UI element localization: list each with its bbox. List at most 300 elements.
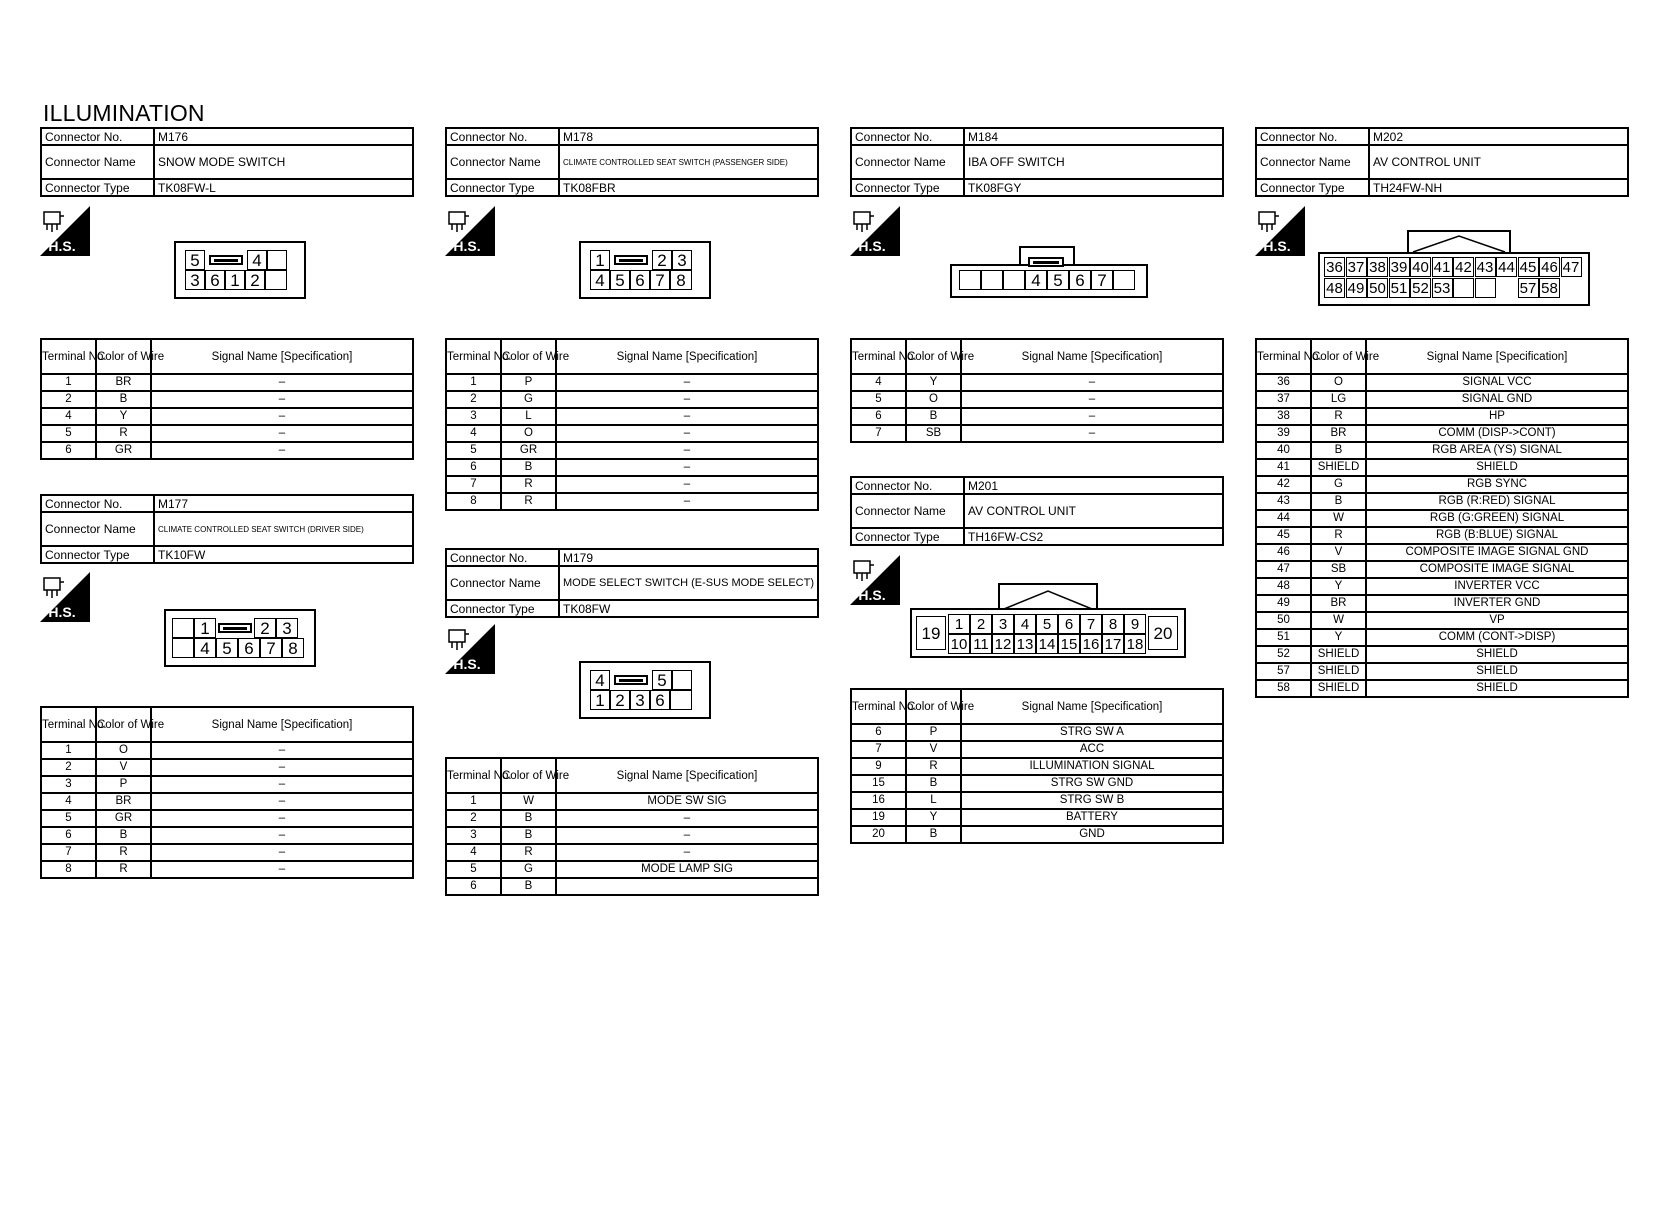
pin: 37 <box>1346 257 1367 277</box>
color-cell: Y <box>1311 629 1366 646</box>
color-cell: B <box>1311 493 1366 510</box>
table-row <box>851 826 1223 843</box>
pin: 8 <box>670 270 692 290</box>
color-cell: P <box>906 724 961 741</box>
table-row <box>446 374 818 391</box>
terminal-cell: 5 <box>41 810 96 827</box>
color-header: Color of Wire <box>501 339 556 374</box>
table-row <box>851 374 1223 391</box>
signal-cell: – <box>961 391 1223 408</box>
terminal-cell: 46 <box>1256 544 1311 561</box>
color-cell: O <box>906 391 961 408</box>
table-row <box>1256 374 1628 391</box>
table-row <box>851 724 1223 741</box>
terminal-cell: 5 <box>446 442 501 459</box>
signal-cell: – <box>151 776 413 793</box>
pin-empty <box>670 690 692 710</box>
terminal-table-m177 <box>40 706 414 879</box>
color-cell: R <box>96 425 151 442</box>
hs-text: H.S. <box>858 238 886 254</box>
pin: 6 <box>205 270 225 290</box>
connector-m178-header <box>445 127 819 197</box>
signal-cell: – <box>151 425 413 442</box>
signal-cell: – <box>151 742 413 759</box>
pin: 4 <box>1014 614 1036 634</box>
signal-cell: RGB AREA (YS) SIGNAL <box>1366 442 1628 459</box>
color-cell: V <box>1311 544 1366 561</box>
color-cell: SHIELD <box>1311 646 1366 663</box>
pin: 2 <box>970 614 992 634</box>
terminal-cell: 7 <box>446 476 501 493</box>
color-cell: L <box>501 408 556 425</box>
pin: 4 <box>247 250 267 270</box>
harness-side-icon <box>850 555 900 605</box>
table-row <box>41 793 413 810</box>
terminal-cell: 20 <box>851 826 906 843</box>
pin: 36 <box>1324 257 1345 277</box>
lock-tab <box>614 255 648 265</box>
table-row <box>1256 680 1628 697</box>
pin: 16 <box>1080 634 1102 654</box>
connector-name-label: Connector Name <box>446 566 559 600</box>
table-row <box>1256 527 1628 544</box>
connector-no-value: M177 <box>154 495 413 512</box>
table-row <box>851 792 1223 809</box>
pin: 2 <box>652 250 672 270</box>
signal-cell: – <box>961 425 1223 442</box>
hs-text: H.S. <box>453 238 481 254</box>
signal-cell: BATTERY <box>961 809 1223 826</box>
terminal-cell: 45 <box>1256 527 1311 544</box>
harness-side-icon <box>445 206 495 256</box>
signal-cell: COMPOSITE IMAGE SIGNAL <box>1366 561 1628 578</box>
color-cell: L <box>906 792 961 809</box>
signal-cell: – <box>151 374 413 391</box>
signal-header: Signal Name [Specification] <box>151 707 413 742</box>
color-cell: SB <box>1311 561 1366 578</box>
terminal-cell: 7 <box>851 425 906 442</box>
connector-name-value: CLIMATE CONTROLLED SEAT SWITCH (PASSENGER SIDE) <box>559 145 818 179</box>
connector-type-value: TK08FW-L <box>154 179 413 196</box>
pin: 39 <box>1389 257 1410 277</box>
pin: 52 <box>1410 278 1431 298</box>
color-cell: R <box>501 493 556 510</box>
pin: 43 <box>1475 257 1496 277</box>
pin: 38 <box>1367 257 1388 277</box>
connector-m202-face <box>1318 252 1590 306</box>
connector-type-value: TK08FBR <box>559 179 818 196</box>
terminal-cell: 57 <box>1256 663 1311 680</box>
signal-cell: – <box>556 827 818 844</box>
color-cell: B <box>501 810 556 827</box>
connector-m201-header <box>850 476 1224 546</box>
terminal-cell: 44 <box>1256 510 1311 527</box>
table-row <box>41 391 413 408</box>
signal-header: Signal Name [Specification] <box>151 339 413 374</box>
color-cell: LG <box>1311 391 1366 408</box>
pin: 40 <box>1410 257 1431 277</box>
signal-cell: – <box>556 408 818 425</box>
table-row <box>446 793 818 810</box>
signal-cell: SIGNAL GND <box>1366 391 1628 408</box>
table-row <box>1256 442 1628 459</box>
connector-m202-header <box>1255 127 1629 197</box>
terminal-cell: 8 <box>41 861 96 878</box>
table-row <box>41 759 413 776</box>
table-row <box>1256 612 1628 629</box>
table-row <box>1256 544 1628 561</box>
pin: 2 <box>254 618 276 638</box>
table-row <box>851 408 1223 425</box>
color-cell: SHIELD <box>1311 459 1366 476</box>
signal-cell: STRG SW A <box>961 724 1223 741</box>
pin: 14 <box>1036 634 1058 654</box>
signal-cell: COMPOSITE IMAGE SIGNAL GND <box>1366 544 1628 561</box>
color-cell: R <box>96 844 151 861</box>
color-cell: O <box>96 742 151 759</box>
connector-name-value: SNOW MODE SWITCH <box>154 145 413 179</box>
signal-cell: RGB (G:GREEN) SIGNAL <box>1366 510 1628 527</box>
color-cell: W <box>1311 510 1366 527</box>
color-header: Color of Wire <box>906 339 961 374</box>
hs-text: H.S. <box>453 656 481 672</box>
table-row <box>446 425 818 442</box>
hs-text: H.S. <box>1263 238 1291 254</box>
signal-header: Signal Name [Specification] <box>961 689 1223 724</box>
color-header: Color of Wire <box>96 339 151 374</box>
pin: 3 <box>672 250 692 270</box>
connector-no-value: M184 <box>964 128 1223 145</box>
page-title: ILLUMINATION <box>43 100 205 126</box>
table-row <box>446 459 818 476</box>
pin: 4 <box>194 638 216 658</box>
terminal-cell: 47 <box>1256 561 1311 578</box>
signal-cell: – <box>556 459 818 476</box>
color-cell: O <box>1311 374 1366 391</box>
connector-name-label: Connector Name <box>41 145 154 179</box>
hs-text: H.S. <box>858 587 886 603</box>
signal-cell: SIGNAL VCC <box>1366 374 1628 391</box>
pin: 58 <box>1539 278 1560 298</box>
harness-side-icon <box>445 624 495 674</box>
pin: 50 <box>1367 278 1388 298</box>
pin: 46 <box>1539 257 1560 277</box>
connector-name-value: IBA OFF SWITCH <box>964 145 1223 179</box>
connector-type-label: Connector Type <box>446 179 559 196</box>
connector-m201-face <box>910 608 1186 658</box>
connector-type-value: TH24FW-NH <box>1369 179 1628 196</box>
connector-m184-header <box>850 127 1224 197</box>
connector-type-value: TH16FW-CS2 <box>964 528 1223 545</box>
terminal-no-header: Terminal No. <box>41 339 96 374</box>
table-row <box>1256 629 1628 646</box>
color-cell: W <box>501 793 556 810</box>
terminal-table-m176 <box>40 338 414 460</box>
connector-name-value: CLIMATE CONTROLLED SEAT SWITCH (DRIVER SIDE) <box>154 512 413 546</box>
color-cell: O <box>501 425 556 442</box>
pin: 51 <box>1389 278 1410 298</box>
color-header: Color of Wire <box>1311 339 1366 374</box>
pin: 5 <box>652 670 672 690</box>
connector-no-label: Connector No. <box>851 128 964 145</box>
terminal-cell: 48 <box>1256 578 1311 595</box>
signal-cell: – <box>556 810 818 827</box>
connector-name-label: Connector Name <box>1256 145 1369 179</box>
connector-name-label: Connector Name <box>446 145 559 179</box>
signal-header: Signal Name [Specification] <box>961 339 1223 374</box>
pin: 5 <box>1036 614 1058 634</box>
pin: 41 <box>1432 257 1453 277</box>
pin: 5 <box>1047 270 1069 290</box>
color-cell: P <box>96 776 151 793</box>
pin: 4 <box>1025 270 1047 290</box>
terminal-cell: 16 <box>851 792 906 809</box>
connector-m184-face <box>950 264 1148 298</box>
signal-cell: SHIELD <box>1366 646 1628 663</box>
connector-type-value: TK10FW <box>154 546 413 563</box>
signal-cell: STRG SW B <box>961 792 1223 809</box>
pin: 3 <box>992 614 1014 634</box>
terminal-cell: 39 <box>1256 425 1311 442</box>
pin-empty <box>172 638 194 658</box>
terminal-table-m178 <box>445 338 819 511</box>
color-cell: V <box>906 741 961 758</box>
terminal-cell: 3 <box>446 827 501 844</box>
connector-no-value: M176 <box>154 128 413 145</box>
color-cell: BR <box>1311 425 1366 442</box>
signal-cell: – <box>556 391 818 408</box>
terminal-cell: 1 <box>41 742 96 759</box>
pin: 4 <box>590 670 610 690</box>
color-cell: R <box>96 861 151 878</box>
table-row <box>851 741 1223 758</box>
pin: 45 <box>1518 257 1539 277</box>
pin: 2 <box>610 690 630 710</box>
connector-m179-face <box>579 661 711 719</box>
connector-no-value: M201 <box>964 477 1223 494</box>
color-cell: B <box>906 826 961 843</box>
terminal-cell: 6 <box>851 408 906 425</box>
connector-name-value: MODE SELECT SWITCH (E-SUS MODE SELECT) <box>559 566 818 600</box>
terminal-cell: 43 <box>1256 493 1311 510</box>
signal-cell: ILLUMINATION SIGNAL <box>961 758 1223 775</box>
connector-no-label: Connector No. <box>1256 128 1369 145</box>
signal-cell: RGB (R:RED) SIGNAL <box>1366 493 1628 510</box>
terminal-no-header: Terminal No. <box>41 707 96 742</box>
pin: 3 <box>630 690 650 710</box>
connector-m179-header <box>445 548 819 618</box>
pin-empty <box>267 250 287 270</box>
pin: 6 <box>630 270 650 290</box>
terminal-no-header: Terminal No. <box>851 689 906 724</box>
table-row <box>41 374 413 391</box>
color-cell: R <box>1311 527 1366 544</box>
connector-m176-face <box>174 241 306 299</box>
pin: 6 <box>238 638 260 658</box>
terminal-cell: 50 <box>1256 612 1311 629</box>
table-row <box>446 493 818 510</box>
pin: 3 <box>185 270 205 290</box>
terminal-cell: 7 <box>41 844 96 861</box>
terminal-cell: 40 <box>1256 442 1311 459</box>
connector-no-value: M202 <box>1369 128 1628 145</box>
terminal-cell: 7 <box>851 741 906 758</box>
signal-cell: ACC <box>961 741 1223 758</box>
terminal-cell: 1 <box>446 793 501 810</box>
pin-empty <box>672 670 692 690</box>
pin-empty <box>959 270 981 290</box>
pin: 3 <box>276 618 298 638</box>
signal-cell <box>556 878 818 895</box>
color-cell: Y <box>96 408 151 425</box>
table-row <box>446 827 818 844</box>
color-cell: BR <box>1311 595 1366 612</box>
lock-tab <box>614 675 648 685</box>
signal-cell: – <box>151 861 413 878</box>
pin: 5 <box>610 270 630 290</box>
signal-cell: – <box>151 827 413 844</box>
color-cell: B <box>96 391 151 408</box>
terminal-cell: 5 <box>851 391 906 408</box>
pin: 42 <box>1453 257 1474 277</box>
terminal-cell: 2 <box>446 810 501 827</box>
color-cell: BR <box>96 793 151 810</box>
pin: 15 <box>1058 634 1080 654</box>
signal-cell: SHIELD <box>1366 680 1628 697</box>
terminal-cell: 36 <box>1256 374 1311 391</box>
harness-side-icon <box>1255 206 1305 256</box>
color-cell: G <box>501 861 556 878</box>
terminal-no-header: Terminal No. <box>851 339 906 374</box>
connector-m178-face <box>579 241 711 299</box>
table-row <box>851 425 1223 442</box>
pin: 11 <box>970 634 992 654</box>
pin: 19 <box>916 616 946 650</box>
table-row <box>1256 561 1628 578</box>
color-cell: R <box>501 476 556 493</box>
connector-type-label: Connector Type <box>1256 179 1369 196</box>
signal-cell: – <box>556 844 818 861</box>
table-row <box>1256 459 1628 476</box>
pin: 7 <box>1091 270 1113 290</box>
pin: 49 <box>1346 278 1367 298</box>
pin-empty <box>265 270 287 290</box>
signal-header: Signal Name [Specification] <box>1366 339 1628 374</box>
table-row <box>851 809 1223 826</box>
table-row <box>851 758 1223 775</box>
pin: 7 <box>260 638 282 658</box>
table-row <box>446 844 818 861</box>
connector-no-label: Connector No. <box>41 495 154 512</box>
table-row <box>41 408 413 425</box>
harness-side-icon <box>40 206 90 256</box>
table-row <box>41 844 413 861</box>
color-cell: V <box>96 759 151 776</box>
color-cell: B <box>1311 442 1366 459</box>
signal-cell: INVERTER GND <box>1366 595 1628 612</box>
pin-empty <box>1113 270 1135 290</box>
signal-cell: – <box>151 793 413 810</box>
table-row <box>851 775 1223 792</box>
pin-empty <box>172 618 194 638</box>
terminal-cell: 9 <box>851 758 906 775</box>
terminal-cell: 4 <box>446 425 501 442</box>
signal-cell: – <box>556 425 818 442</box>
connector-name-value: AV CONTROL UNIT <box>964 494 1223 528</box>
signal-cell: COMM (DISP->CONT) <box>1366 425 1628 442</box>
pin: 6 <box>1069 270 1091 290</box>
table-row <box>446 878 818 895</box>
table-row <box>1256 595 1628 612</box>
color-cell: G <box>501 391 556 408</box>
terminal-cell: 6 <box>41 442 96 459</box>
terminal-cell: 1 <box>446 374 501 391</box>
pin: 7 <box>1080 614 1102 634</box>
color-header: Color of Wire <box>906 689 961 724</box>
table-row <box>446 391 818 408</box>
color-cell: B <box>96 827 151 844</box>
terminal-cell: 15 <box>851 775 906 792</box>
connector-type-label: Connector Type <box>41 179 154 196</box>
table-row <box>1256 578 1628 595</box>
color-cell: R <box>501 844 556 861</box>
connector-no-label: Connector No. <box>41 128 154 145</box>
connector-m177-face <box>164 609 316 667</box>
table-row <box>1256 646 1628 663</box>
signal-cell: – <box>151 408 413 425</box>
color-header: Color of Wire <box>501 758 556 793</box>
terminal-cell: 5 <box>41 425 96 442</box>
connector-name-label: Connector Name <box>41 512 154 546</box>
signal-cell: MODE SW SIG <box>556 793 818 810</box>
color-cell: GR <box>96 810 151 827</box>
connector-type-label: Connector Type <box>851 179 964 196</box>
harness-side-icon <box>850 206 900 256</box>
connector-m177-header <box>40 494 414 564</box>
color-cell: W <box>1311 612 1366 629</box>
pin: 57 <box>1518 278 1539 298</box>
connector-no-label: Connector No. <box>851 477 964 494</box>
color-cell: G <box>1311 476 1366 493</box>
terminal-cell: 8 <box>446 493 501 510</box>
connector-type-label: Connector Type <box>851 528 964 545</box>
pin-empty <box>1003 270 1025 290</box>
pin-empty <box>1453 278 1474 298</box>
table-row <box>41 861 413 878</box>
table-row <box>1256 425 1628 442</box>
terminal-cell: 1 <box>41 374 96 391</box>
pin: 1 <box>590 690 610 710</box>
signal-cell: – <box>961 408 1223 425</box>
table-row <box>1256 663 1628 680</box>
terminal-cell: 2 <box>446 391 501 408</box>
pin: 13 <box>1014 634 1036 654</box>
terminal-cell: 4 <box>446 844 501 861</box>
color-cell: GR <box>501 442 556 459</box>
table-row <box>1256 476 1628 493</box>
pin: 48 <box>1324 278 1345 298</box>
terminal-cell: 6 <box>446 878 501 895</box>
pin: 1 <box>225 270 245 290</box>
pin: 5 <box>185 250 205 270</box>
connector-no-label: Connector No. <box>446 128 559 145</box>
connector-type-label: Connector Type <box>446 600 559 617</box>
pin: 1 <box>590 250 610 270</box>
signal-header: Signal Name [Specification] <box>556 758 818 793</box>
signal-cell: SHIELD <box>1366 663 1628 680</box>
terminal-cell: 4 <box>41 793 96 810</box>
signal-cell: – <box>151 844 413 861</box>
